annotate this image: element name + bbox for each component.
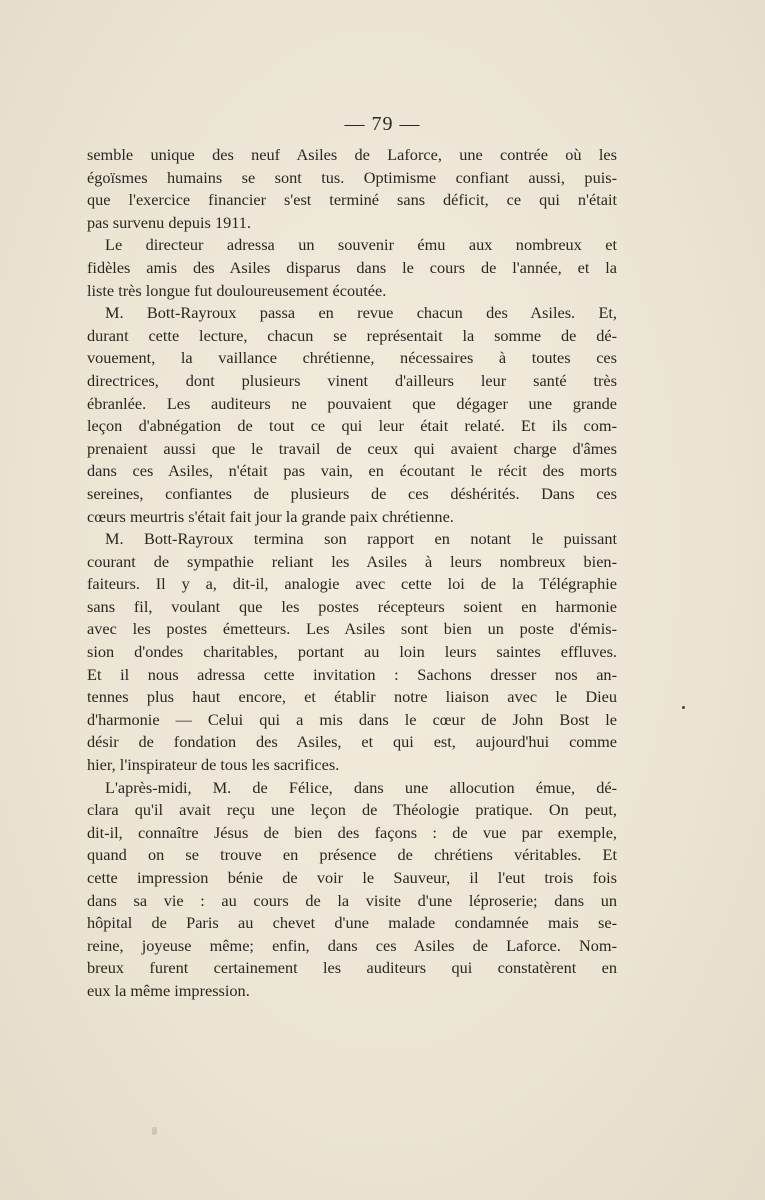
text-line: L'après-midi, M. de Félice, dans une allocution émue, dé- bbox=[105, 777, 617, 797]
text-line: liste très longue fut douloureusement écoutée. bbox=[87, 280, 387, 300]
body-text bbox=[87, 144, 617, 1003]
text-line: sereines, confiantes de plusieurs de ces déshérités. Dans ces bbox=[87, 483, 617, 503]
paper-stain bbox=[152, 1127, 157, 1135]
text-line: reine, joyeuse même; enfin, dans ces Asiles de Laforce. Nom- bbox=[87, 935, 617, 955]
text-line: que l'exercice financier s'est terminé sans déficit, ce qui n'était bbox=[87, 190, 617, 210]
ink-speck bbox=[682, 706, 685, 709]
text-line: dans sa vie : au cours de la visite d'une léproserie; dans un bbox=[87, 890, 617, 910]
text-line: Le directeur adressa un souvenir ému aux nombreux et bbox=[105, 235, 617, 255]
text-line: M. Bott-Rayroux termina son rapport en notant le puissant bbox=[105, 529, 617, 549]
text-line: d'harmonie — Celui qui a mis dans le cœur de John Bost le bbox=[87, 709, 617, 729]
text-line: cette impression bénie de voir le Sauveur, il l'eut trois fois bbox=[87, 868, 617, 887]
text-line: avec les postes émetteurs. Les Asiles sont bien un poste d'émis- bbox=[87, 619, 617, 639]
text-line: semble unique des neuf Asiles de Laforce, une contrée où les bbox=[87, 145, 617, 164]
text-line: breux furent certainement les auditeurs qui constatèrent en bbox=[87, 958, 617, 978]
text-line: hier, l'inspirateur de tous les sacrifices. bbox=[87, 755, 340, 775]
text-line: faiteurs. Il y a, dit-il, analogie avec cette loi de la Télégraphie bbox=[87, 574, 617, 594]
text-line: sion d'ondes charitables, portant au loin leurs saintes effluves. bbox=[87, 642, 617, 662]
text-line: désir de fondation des Asiles, et qui est, aujourd'hui comme bbox=[87, 732, 617, 752]
text-line: eux la même impression. bbox=[87, 980, 250, 1000]
text-line: égoïsmes humains se sont tus. Optimisme confiant aussi, puis- bbox=[87, 167, 617, 187]
text-line: directrices, dont plusieurs vinent d'ailleurs leur santé très bbox=[87, 370, 617, 390]
text-line: clara qu'il avait reçu une leçon de Théologie pratique. On peut, bbox=[87, 800, 617, 820]
text-line: durant cette lecture, chacun se représentait la somme de dé- bbox=[87, 325, 617, 345]
text-line: hôpital de Paris au chevet d'une malade condamnée mais se- bbox=[87, 913, 617, 933]
text-line: dans ces Asiles, n'était pas vain, en écoutant le récit des morts bbox=[87, 461, 617, 481]
page-number: — 79 — bbox=[344, 113, 421, 135]
text-line: prenaient aussi que le travail de ceux qui avaient charge d'âmes bbox=[87, 438, 617, 458]
text-line: cœurs meurtris s'était fait jour la grande paix chrétienne. bbox=[87, 506, 454, 526]
text-line: vouement, la vaillance chrétienne, nécessaires à toutes ces bbox=[87, 348, 617, 368]
text-line: M. Bott-Rayroux passa en revue chacun des Asiles. Et, bbox=[105, 303, 617, 323]
text-line: leçon d'abnégation de tout ce qui leur était relaté. Et ils com- bbox=[87, 416, 617, 436]
text-line: quand on se trouve en présence de chrétiens véritables. Et bbox=[87, 845, 617, 865]
text-line: dit-il, connaître Jésus de bien des façons : de vue par exemple, bbox=[87, 822, 617, 842]
text-line: fidèles amis des Asiles disparus dans le cours de l'année, et la bbox=[87, 257, 617, 277]
text-line: ébranlée. Les auditeurs ne pouvaient que dégager une grande bbox=[87, 393, 617, 413]
text-line: Et il nous adressa cette invitation : Sachons dresser nos an- bbox=[87, 664, 617, 684]
text-line: tennes plus haut encore, et établir notre liaison avec le Dieu bbox=[87, 687, 617, 707]
text-line: pas survenu depuis 1911. bbox=[87, 212, 251, 232]
text-line: sans fil, voulant que les postes récepteurs soient en harmonie bbox=[87, 596, 617, 616]
text-line: courant de sympathie reliant les Asiles à leurs nombreux bien- bbox=[87, 551, 617, 571]
